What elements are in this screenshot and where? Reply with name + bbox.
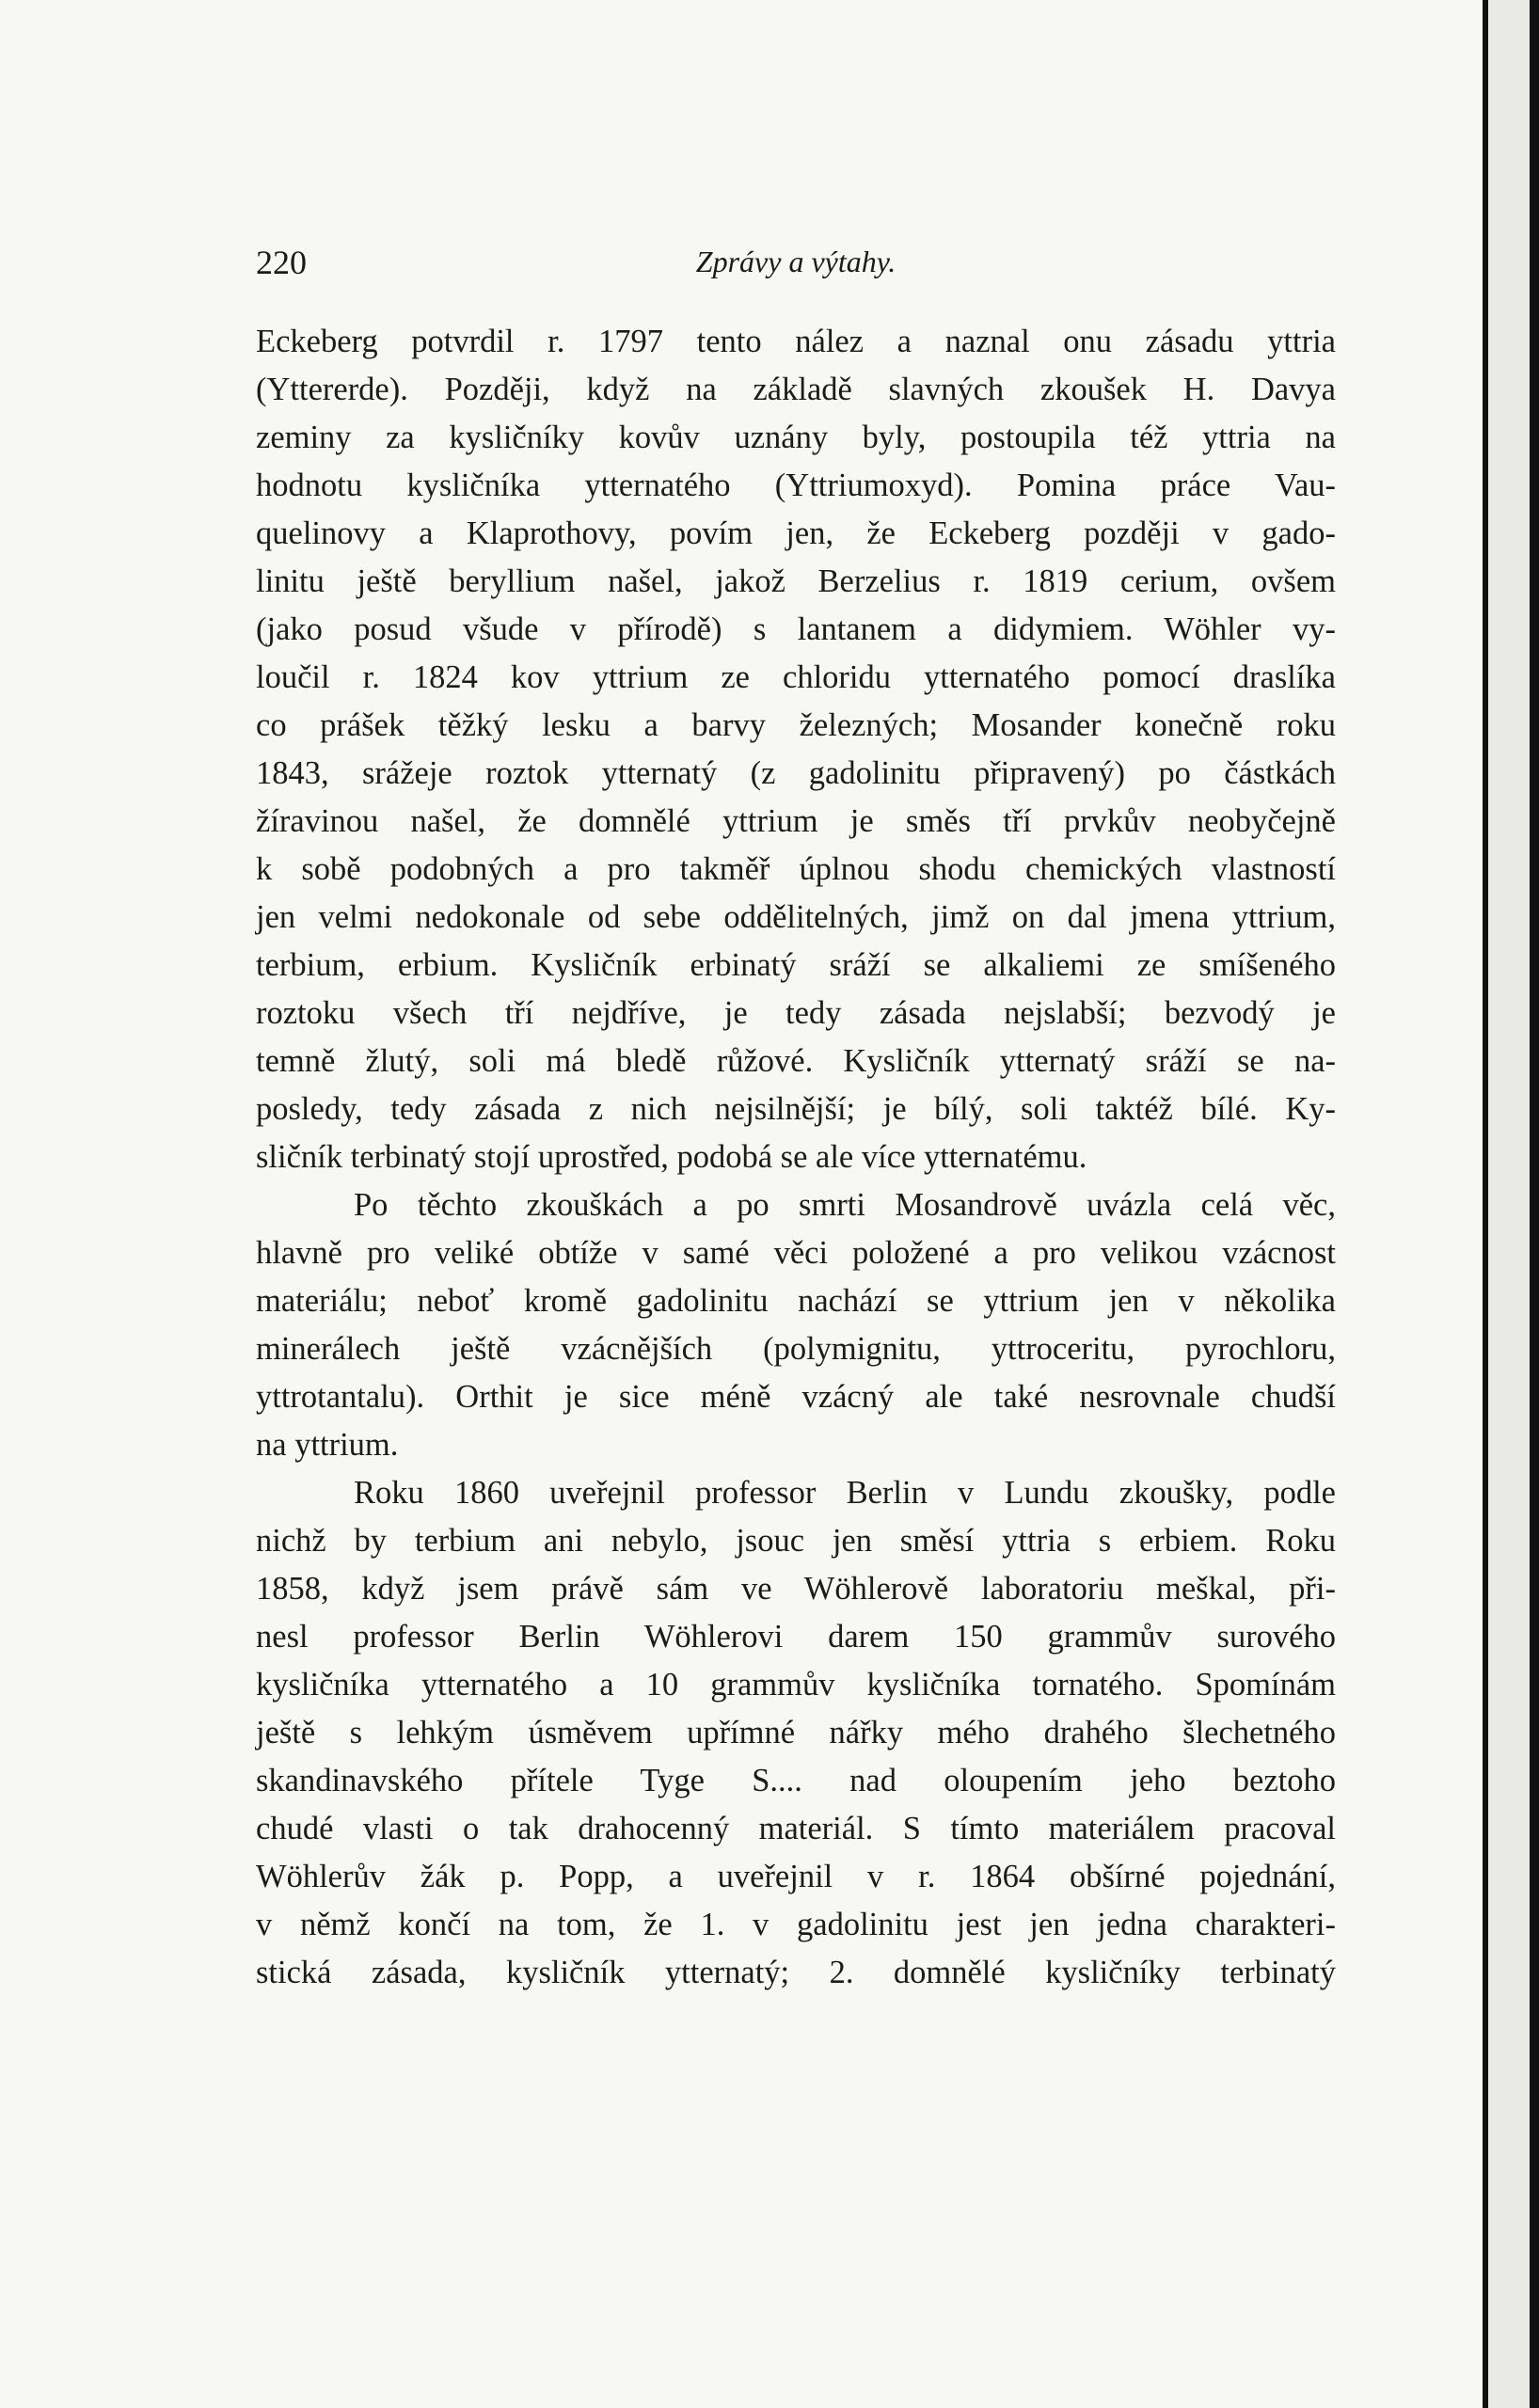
text-line: stická zásada, kysličník ytternatý; 2. domnělé kysličníky terbinatý — [256, 1955, 1336, 1990]
paragraph-1 — [256, 318, 1336, 1181]
text-line: posledy, tedy zásada z nich nejsilnější; je bílý, soli taktéž bílé. Ky- — [256, 1091, 1336, 1127]
text-line: Roku 1860 uveřejnil professor Berlin v Lundu zkoušky, podle — [354, 1475, 1336, 1511]
text-line: ještě s lehkým úsměvem upřímné nářky mého drahého šlechetného — [256, 1715, 1336, 1751]
text-line: skandinavského přítele Tyge S.... nad oloupením jeho beztoho — [256, 1763, 1336, 1798]
text-line: terbium, erbium. Kysličník erbinatý sráží se alkaliemi ze smíšeného — [256, 947, 1336, 983]
paragraph-2 — [256, 1181, 1336, 1469]
text-line: k sobě podobných a pro takměř úplnou shodu chemických vlastností — [256, 851, 1336, 887]
body-text — [256, 318, 1336, 1997]
text-line: Wöhlerův žák p. Popp, a uveřejnil v r. 1864 obšírné pojednání, — [256, 1859, 1336, 1894]
text-line: sličník terbinatý stojí uprostřed, podobá se ale více ytternatému. — [256, 1139, 1087, 1175]
text-line: roztoku všech tří nejdříve, je tedy zásada nejslabší; bezvodý je — [256, 995, 1336, 1031]
text-line: loučil r. 1824 kov yttrium ze chloridu ytternatého pomocí draslíka — [256, 659, 1336, 695]
text-line: linitu ještě beryllium našel, jakož Berzelius r. 1819 cerium, ovšem — [256, 563, 1336, 599]
text-line: temně žlutý, soli má bledě růžové. Kysličník ytternatý sráží se na- — [256, 1043, 1336, 1079]
text-line: hlavně pro veliké obtíže v samé věci položené a pro velikou vzácnost — [256, 1235, 1336, 1271]
paragraph-3 — [256, 1469, 1336, 1997]
text-line: v němž končí na tom, že 1. v gadolinitu jest jen jedna charakteri- — [256, 1907, 1336, 1942]
text-line: nichž by terbium ani nebylo, jsouc jen směsí yttria s erbiem. Roku — [256, 1523, 1336, 1559]
text-line: hodnotu kysličníka ytternatého (Yttriumoxyd). Pomina práce Vau- — [256, 467, 1336, 503]
text-line: minerálech ještě vzácnějších (polymignitu, yttroceritu, pyrochloru, — [256, 1331, 1336, 1367]
text-line: nesl professor Berlin Wöhlerovi darem 150 grammův surového — [256, 1619, 1336, 1655]
text-line: Eckeberg potvrdil r. 1797 tento nález a naznal onu zásadu yttria — [256, 324, 1336, 359]
text-line: quelinovy a Klaprothovy, povím jen, že Eckeberg později v gado- — [256, 515, 1336, 551]
page-number: 220 — [256, 244, 307, 281]
text-line: zeminy za kysličníky kovův uznány byly, postoupila též yttria na — [256, 420, 1336, 455]
text-line: žíravinou našel, že domnělé yttrium je směs tří prvkův neobyčejně — [256, 803, 1336, 839]
text-line: kysličníka ytternatého a 10 grammův kysličníka tornatého. Spomínám — [256, 1667, 1336, 1703]
text-line: co prášek těžký lesku a barvy železných; Mosander konečně roku — [256, 707, 1336, 743]
text-line: 1858, když jsem právě sám ve Wöhlerově laboratoriu meškal, při- — [256, 1571, 1336, 1607]
text-line: yttrotantalu). Orthit je sice méně vzácný ale také nesrovnale chudší — [256, 1379, 1336, 1415]
text-line: (jako posud všude v přírodě) s lantanem a didymiem. Wöhler vy- — [256, 611, 1336, 647]
text-line: materiálu; neboť kromě gadolinitu nachází se yttrium jen v několika — [256, 1283, 1336, 1319]
scan-border — [1483, 0, 1539, 2408]
page-header — [256, 243, 1336, 288]
text-line: jen velmi nedokonale od sebe oddělitelných, jimž on dal jmena yttrium, — [256, 899, 1336, 935]
text-line: Po těchto zkouškách a po smrti Mosandrově uvázla celá věc, — [354, 1187, 1336, 1223]
running-title: Zprávy a výtahy. — [695, 245, 896, 278]
text-line: chudé vlasti o tak drahocenný materiál. S tímto materiálem pracoval — [256, 1811, 1336, 1846]
text-line: na yttrium. — [256, 1427, 399, 1463]
text-line: 1843, srážeje roztok ytternatý (z gadolinitu připravený) po částkách — [256, 755, 1336, 791]
text-line: (Yttererde). Později, když na základě slavných zkoušek H. Davya — [256, 372, 1336, 407]
